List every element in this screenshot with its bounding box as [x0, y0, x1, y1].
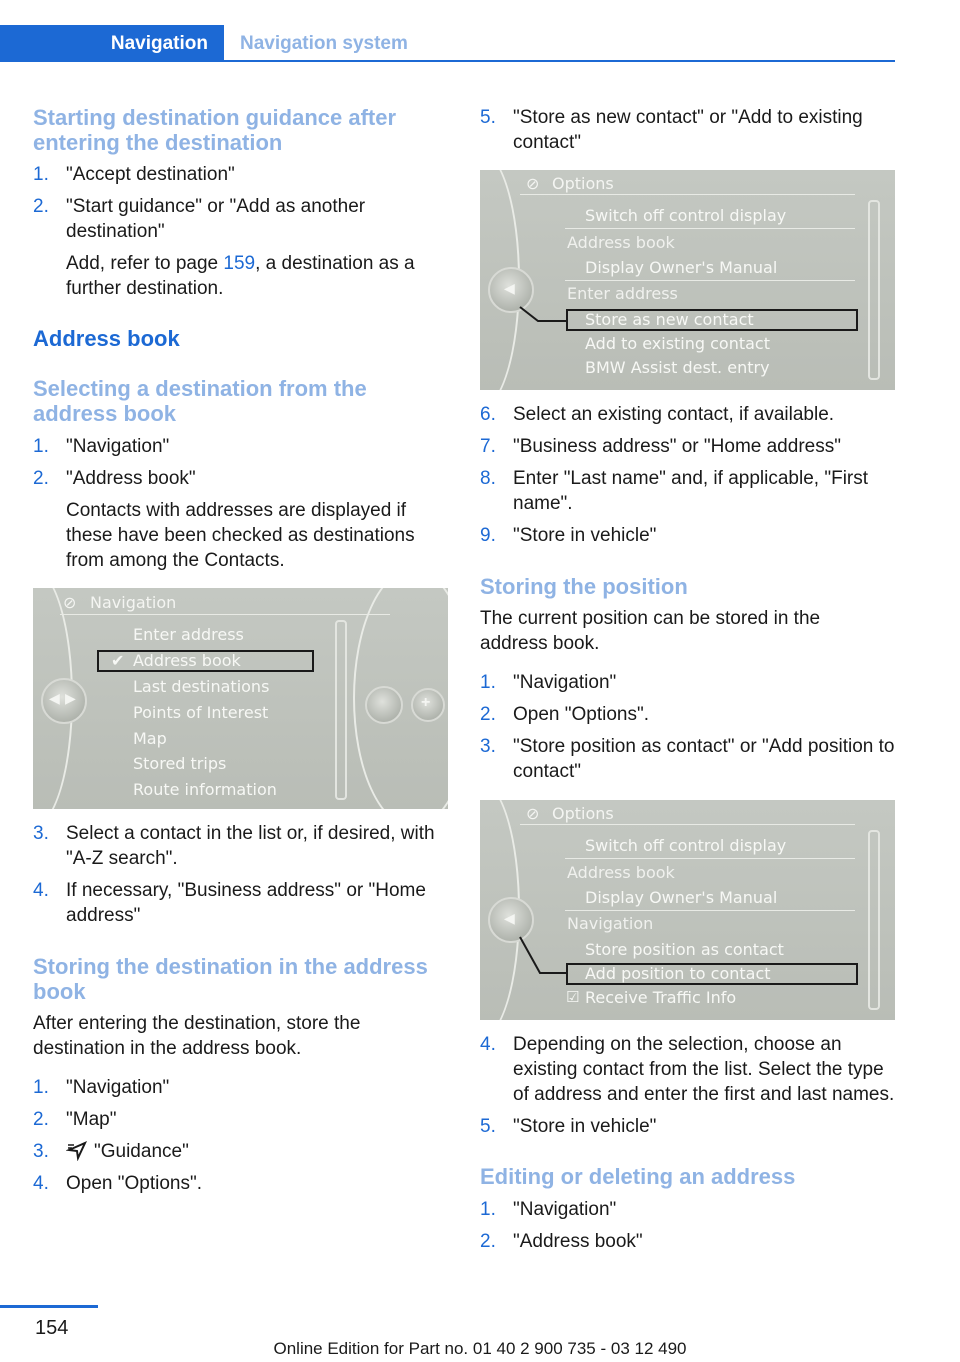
step-number: 2. — [480, 1231, 496, 1252]
nav-menu-icon: ⊘ — [63, 595, 77, 612]
options-icon: ⊘ — [526, 176, 540, 193]
heading-select-destination: Selecting a destination from the address book — [33, 376, 367, 426]
page-number: 154 — [35, 1317, 69, 1339]
checkmark-icon: ✔ — [111, 653, 125, 670]
menu-item: Switch off control display — [585, 836, 787, 855]
arrow-right-icon: ▶ — [65, 690, 76, 706]
footer-rule — [0, 1305, 98, 1308]
note-text: Add, refer to page — [66, 253, 224, 274]
arrow-left-icon: ◀ — [504, 280, 515, 296]
separator — [565, 858, 855, 859]
arrow-left-icon: ◀ — [504, 910, 515, 926]
step-text: Select an existing contact, if available. — [513, 404, 835, 425]
note-text: , a destination as a further destination. — [66, 253, 415, 299]
step-text: "Start guidance" or "Add as another destination" — [66, 196, 366, 242]
step-number: 4. — [33, 880, 49, 901]
menu-item: Add to existing contact — [585, 334, 770, 353]
arrow-left-icon: ◀ — [49, 690, 60, 706]
start-guidance-note — [66, 251, 449, 301]
scrollbar — [335, 620, 347, 800]
menu-item: Switch off control display — [585, 206, 787, 225]
separator — [60, 614, 390, 615]
menu-item: Map — [133, 729, 167, 748]
menu-item: Store as new contact — [585, 310, 754, 329]
menu-item: Points of Interest — [133, 703, 269, 722]
screenshot-options-store-position — [480, 800, 895, 1020]
step-text: Depending on the selection, choose an existing contact from the list. Select the type of address and enter the first and last names. — [513, 1034, 895, 1105]
menu-item: Last destinations — [133, 677, 270, 696]
plus-icon: + — [421, 694, 431, 711]
step-text: "Address book" — [513, 1231, 643, 1252]
step-text: Select a contact in the list or, if desired, with "A-Z search". — [66, 823, 435, 869]
step-number: 1. — [480, 672, 496, 693]
store-position-intro: The current position can be stored in the address book. — [480, 608, 821, 654]
step-number: 2. — [33, 1109, 49, 1130]
checkbox-checked-icon: ☑ — [566, 989, 580, 1006]
step-number: 2. — [480, 704, 496, 725]
step-text: Enter "Last name" and, if applicable, "First name". — [513, 468, 869, 514]
step-text: Open "Options". — [513, 704, 650, 725]
menu-item: Stored trips — [133, 754, 227, 773]
scrollbar — [868, 200, 880, 380]
screen-title: Options — [552, 804, 614, 823]
address-book-note: Contacts with addresses are displayed if these have been checked as destinations from among the Contacts. — [66, 500, 415, 571]
step-text: "Navigation" — [66, 1077, 170, 1098]
step-text: "Navigation" — [513, 672, 617, 693]
screenshot-options-store-contact — [480, 170, 895, 390]
heading-store-position: Storing the position — [480, 574, 688, 599]
step-number: 4. — [33, 1173, 49, 1194]
step-text: "Store in vehicle" — [513, 1116, 657, 1137]
separator — [565, 910, 855, 911]
heading-store-destination: Storing the destination in the address book — [33, 954, 428, 1004]
separator — [520, 194, 855, 195]
screen-title: Navigation — [90, 593, 177, 612]
step-text: "Navigation" — [66, 436, 170, 457]
menu-category: Address book — [567, 863, 675, 882]
heading-address-book: Address book — [33, 326, 180, 351]
menu-category: Address book — [567, 233, 675, 252]
screenshot-navigation-menu — [33, 588, 448, 809]
options-knob-icon — [365, 686, 403, 724]
step-text: "Address book" — [66, 468, 196, 489]
separator — [520, 824, 855, 825]
step-number: 3. — [33, 823, 49, 844]
step-text: If necessary, "Business address" or "Home address" — [66, 880, 426, 926]
step-number: 6. — [480, 404, 496, 425]
pointer-line — [518, 305, 568, 325]
step-text: "Navigation" — [513, 1199, 617, 1220]
menu-item: Store position as contact — [585, 940, 784, 959]
step-number: 2. — [33, 196, 49, 217]
screen-title: Options — [552, 174, 614, 193]
step-text: "Business address" or "Home address" — [513, 436, 841, 457]
step-text: "Store position as contact" or "Add position to contact" — [513, 736, 895, 782]
step-number: 9. — [480, 525, 496, 546]
step-number: 2. — [33, 468, 49, 489]
step-number: 7. — [480, 436, 496, 457]
step-text: "Store in vehicle" — [513, 525, 657, 546]
menu-item: Enter address — [133, 625, 244, 644]
menu-item: Route information — [133, 780, 277, 799]
menu-category: Navigation — [567, 914, 654, 933]
step-number: 1. — [33, 1077, 49, 1098]
menu-category: Enter address — [567, 284, 678, 303]
heading-edit-address: Editing or deleting an address — [480, 1164, 796, 1189]
step-number: 5. — [480, 1116, 496, 1137]
header-rule — [0, 60, 895, 62]
separator — [565, 280, 855, 281]
heading-start-guidance: Starting destination guidance after entering the destination — [33, 105, 397, 155]
header-chapter-tab[interactable]: Navigation — [0, 25, 224, 62]
pointer-line — [518, 935, 568, 977]
step-number: 3. — [33, 1141, 49, 1162]
footer-edition: Online Edition for Part no. 01 40 2 900 735 - 03 12 490 — [273, 1339, 687, 1358]
step-number: 1. — [33, 436, 49, 457]
controller-knob-icon — [41, 678, 87, 724]
header-section-title[interactable]: Navigation system — [240, 33, 408, 54]
menu-item: Display Owner's Manual — [585, 888, 778, 907]
step-text: "Map" — [66, 1109, 117, 1130]
page-reference-link[interactable]: 159 — [223, 253, 256, 274]
menu-item: Display Owner's Manual — [585, 258, 778, 277]
step-number: 8. — [480, 468, 496, 489]
store-destination-intro: After entering the destination, store the destination in the address book. — [33, 1013, 361, 1059]
menu-item: Add position to contact — [585, 964, 771, 983]
step-number: 1. — [480, 1199, 496, 1220]
options-icon: ⊘ — [526, 806, 540, 823]
step-text: "Guidance" — [94, 1141, 189, 1162]
menu-item: Receive Traffic Info — [585, 988, 737, 1007]
step-number: 4. — [480, 1034, 496, 1055]
scrollbar — [868, 830, 880, 1010]
step-number: 3. — [480, 736, 496, 757]
menu-item: BMW Assist dest. entry — [585, 358, 770, 377]
guidance-icon — [66, 1139, 88, 1168]
step-text: "Accept destination" — [66, 164, 235, 185]
step-text: Open "Options". — [66, 1173, 203, 1194]
menu-item: Address book — [133, 651, 241, 670]
step-number: 1. — [33, 164, 49, 185]
step-number: 5. — [480, 107, 496, 128]
step-text: "Store as new contact" or "Add to existing contact" — [513, 107, 863, 153]
separator — [565, 228, 855, 229]
